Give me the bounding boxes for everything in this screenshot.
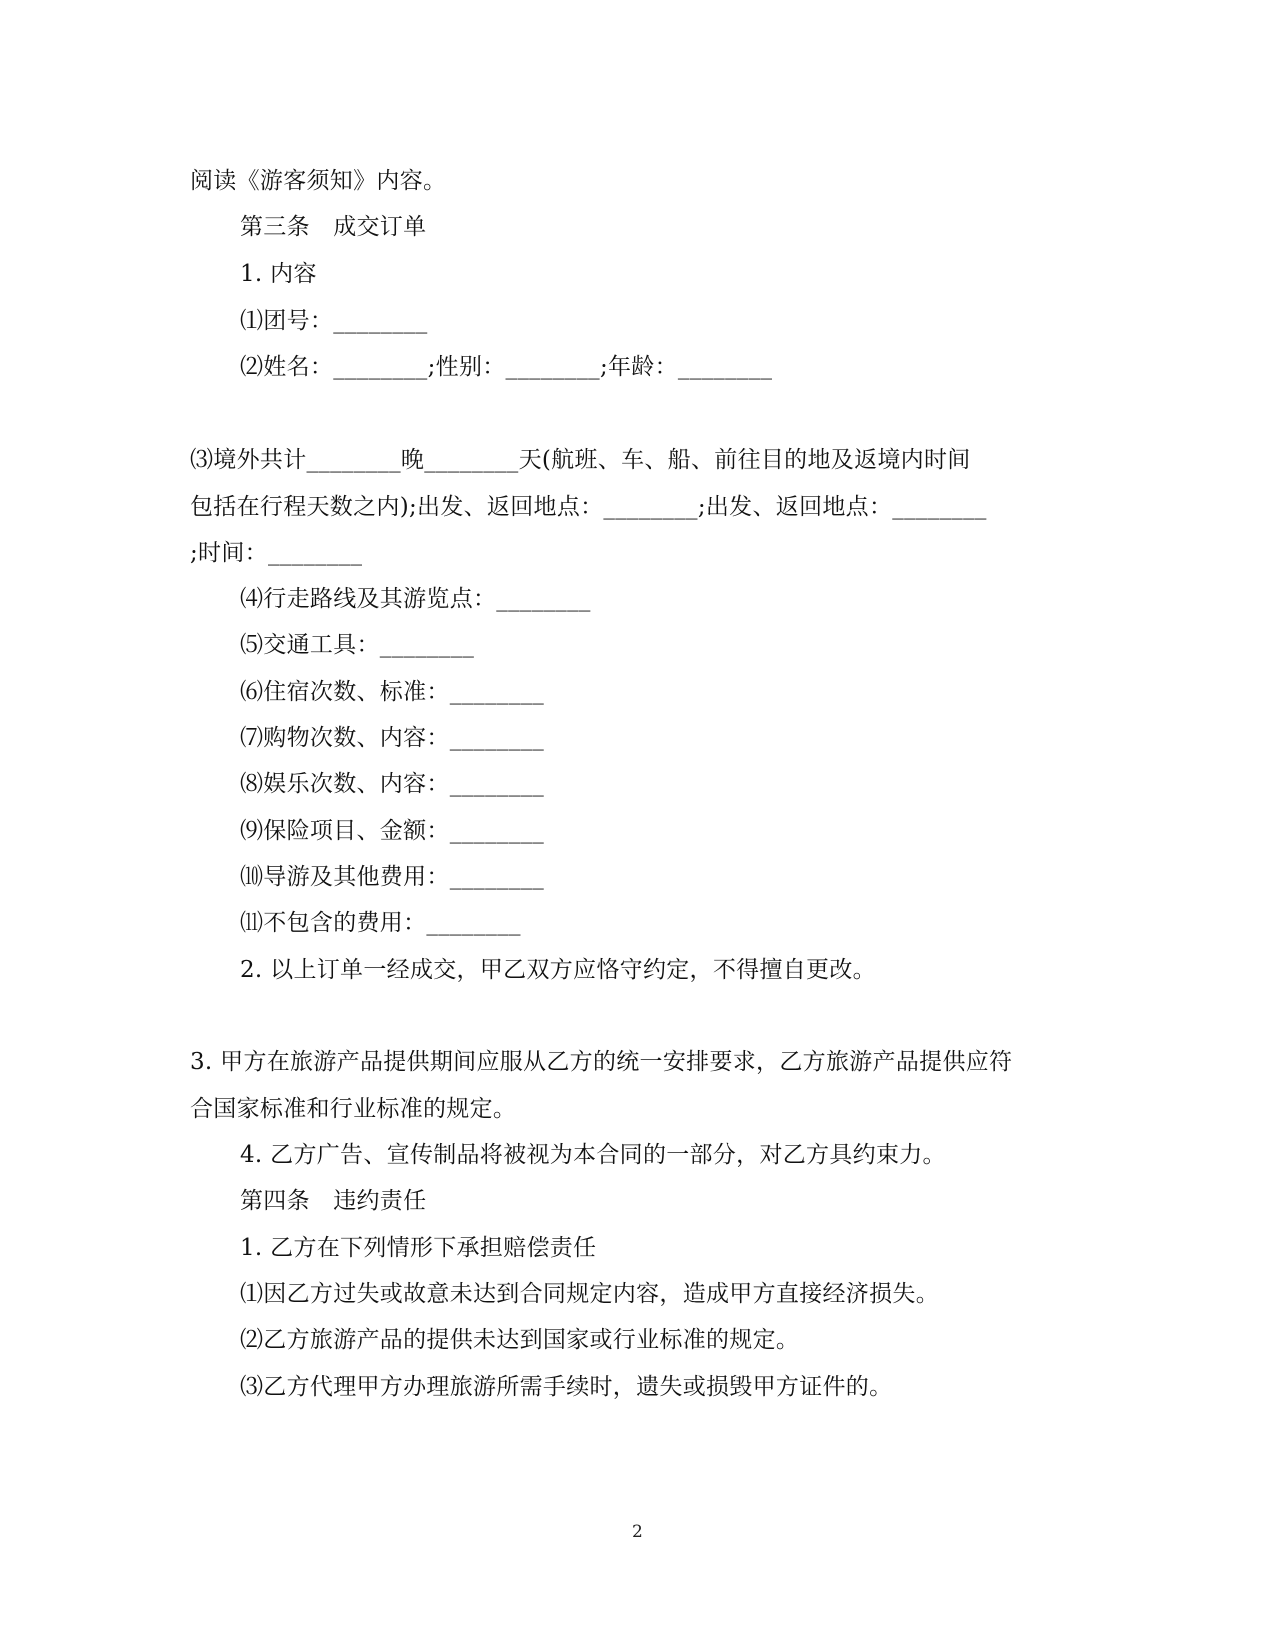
page-number: 2 <box>631 1522 644 1542</box>
form-line: ⑴团号：________ <box>240 308 428 334</box>
section-heading: 第四条 违约责任 <box>240 1188 427 1214</box>
section-heading: 第三条 成交订单 <box>240 214 427 240</box>
text-line: 1. 内容 <box>240 261 317 287</box>
form-line: ⑾不包含的费用：________ <box>240 910 521 936</box>
form-line: ⑻娱乐次数、内容：________ <box>240 771 545 797</box>
text-line: 合国家标准和行业标准的规定。 <box>190 1096 517 1122</box>
form-line: ⑽导游及其他费用：________ <box>240 864 545 890</box>
text-line: ⑵乙方旅游产品的提供未达到国家或行业标准的规定。 <box>240 1327 800 1353</box>
form-line: ⑺购物次数、内容：________ <box>240 725 545 751</box>
text-line: 4. 乙方广告、宣传制品将被视为本合同的一部分，对乙方具约束力。 <box>240 1142 946 1168</box>
form-line: ⑹住宿次数、标准：________ <box>240 679 545 705</box>
text-line: ⑶乙方代理甲方办理旅游所需手续时，遗失或损毁甲方证件的。 <box>240 1374 893 1400</box>
form-line: ⑵姓名：________;性别：________;年龄：________ <box>240 354 773 380</box>
text-line: 2. 以上订单一经成交，甲乙双方应恪守约定，不得擅自更改。 <box>240 957 876 983</box>
form-line: ⑶境外共计________晚________天(航班、车、船、前往目的地及返境内时间 <box>190 447 971 473</box>
form-line: ⑷行走路线及其游览点：________ <box>240 586 591 612</box>
text-line: 3. 甲方在旅游产品提供期间应服从乙方的统一安排要求，乙方旅游产品提供应符 <box>190 1049 1013 1075</box>
text-line: ⑴因乙方过失或故意未达到合同规定内容，造成甲方直接经济损失。 <box>240 1281 939 1307</box>
form-line: ⑼保险项目、金额：________ <box>240 818 545 844</box>
form-line: 包括在行程天数之内);出发、返回地点：________;出发、返回地点：________ <box>190 494 987 520</box>
text-line: 1. 乙方在下列情形下承担赔偿责任 <box>240 1235 597 1261</box>
form-line: ;时间：________ <box>190 540 363 566</box>
form-line: ⑸交通工具：________ <box>240 632 475 658</box>
text-line: 阅读《游客须知》内容。 <box>190 168 447 194</box>
